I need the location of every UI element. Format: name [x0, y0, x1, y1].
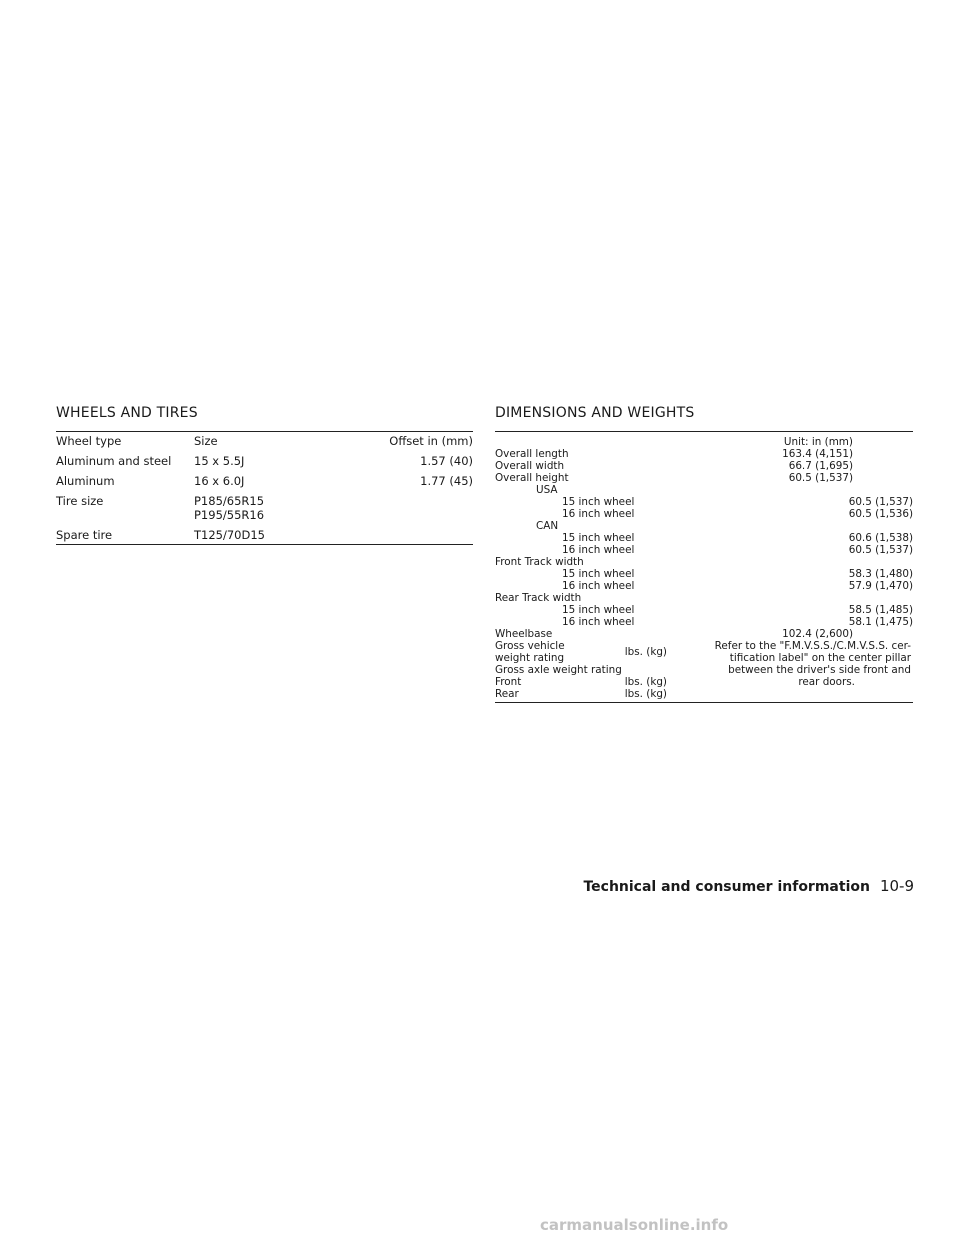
header-wheel-type: Wheel type	[56, 434, 122, 448]
dim-label: 15 inch wheel	[562, 496, 635, 508]
table-row	[56, 454, 473, 468]
watermark: carmanualsonline.info	[540, 1216, 729, 1234]
dim-value: 60.5 (1,537)	[848, 544, 913, 556]
table-row	[56, 474, 473, 488]
table-row	[495, 484, 913, 496]
dim-value	[667, 556, 853, 568]
dim-label: Wheelbase	[495, 628, 553, 640]
tire-size-1: P185/65R15	[194, 494, 265, 508]
dimensions-title: DIMENSIONS AND WEIGHTS	[495, 405, 695, 421]
dim-label: 15 inch wheel	[562, 604, 635, 616]
dim-value: 58.3 (1,480)	[848, 568, 913, 580]
offset-cell: 1.57 (40)	[420, 454, 473, 468]
table-row	[495, 460, 913, 472]
table-row	[56, 528, 473, 542]
dim-value: 60.5 (1,537)	[788, 472, 853, 484]
rear-unit: lbs. (kg)	[624, 688, 667, 700]
page-number: 10-9	[879, 877, 914, 895]
front-row	[495, 676, 667, 688]
dim-value: 102.4 (2,600)	[782, 628, 853, 640]
weight-ratings-labels	[495, 640, 667, 700]
dim-value: 58.5 (1,485)	[848, 604, 913, 616]
dim-label: Rear Track width	[495, 592, 582, 604]
unit-header: Unit: in (mm)	[783, 436, 853, 448]
wheels-table	[56, 431, 473, 545]
table-row	[56, 494, 473, 522]
wheel-type-cell: Spare tire	[56, 528, 113, 542]
dimensions-table	[495, 431, 913, 703]
dim-label: 15 inch wheel	[562, 532, 635, 544]
tire-size-2: P195/55R16	[194, 508, 265, 522]
size-cell: 15 x 5.5J	[194, 454, 245, 468]
wheel-type-cell: Aluminum	[56, 474, 115, 488]
dim-label: 16 inch wheel	[562, 508, 635, 520]
weight-rating-note	[667, 640, 913, 700]
offset-cell	[382, 494, 473, 522]
table-row	[495, 448, 913, 460]
front-unit: lbs. (kg)	[624, 676, 667, 688]
wheels-title: WHEELS AND TIRES	[56, 405, 198, 421]
dim-value: 66.7 (1,695)	[788, 460, 853, 472]
table-row	[495, 628, 913, 640]
dimensions-and-weights-section	[495, 405, 913, 703]
table-header-row	[56, 434, 473, 448]
dim-group-label: USA	[536, 484, 558, 496]
gaw-label: Gross axle weight rating	[495, 664, 622, 676]
chapter-title: Technical and consumer information	[583, 879, 870, 895]
dim-label: Overall width	[495, 460, 565, 472]
table-row	[495, 592, 913, 604]
header-size: Size	[194, 434, 218, 448]
weight-ratings-block	[495, 640, 913, 700]
gvw-label-line1: Gross vehicle	[495, 640, 565, 652]
dim-value: 57.9 (1,470)	[848, 580, 913, 592]
size-cell: T125/70D15	[194, 528, 265, 542]
dim-label: Overall height	[495, 472, 569, 484]
table-row	[495, 508, 913, 520]
offset-cell	[382, 528, 473, 542]
wheel-type-cell: Tire size	[56, 494, 104, 508]
page-footer	[0, 876, 914, 895]
dim-value: 60.5 (1,536)	[848, 508, 913, 520]
table-row	[495, 472, 913, 484]
wheels-and-tires-section	[56, 405, 473, 545]
table-row	[495, 544, 913, 556]
gvw-unit: lbs. (kg)	[624, 646, 667, 658]
dim-label: Overall length	[495, 448, 569, 460]
dim-value: 60.6 (1,538)	[848, 532, 913, 544]
dim-label: Front Track width	[495, 556, 584, 568]
dim-value: 58.1 (1,475)	[848, 616, 913, 628]
dim-label: 16 inch wheel	[562, 616, 635, 628]
gvw-row	[495, 640, 667, 664]
table-row	[495, 580, 913, 592]
note-line: Refer to the "F.M.V.S.S./C.M.V.S.S. cer-	[714, 640, 911, 652]
size-cell	[194, 494, 382, 522]
dim-group-label: CAN	[536, 520, 559, 532]
gvw-label	[495, 640, 615, 664]
dim-label: 15 inch wheel	[562, 568, 635, 580]
dim-value	[708, 520, 894, 532]
note-line: tification label" on the center pillar	[729, 652, 911, 664]
dim-label: 16 inch wheel	[562, 544, 635, 556]
rear-row	[495, 688, 667, 700]
note-line: between the driver's side front and	[728, 664, 911, 676]
dim-value: 60.5 (1,537)	[848, 496, 913, 508]
dim-label: 16 inch wheel	[562, 580, 635, 592]
size-cell: 16 x 6.0J	[194, 474, 245, 488]
table-row	[495, 604, 913, 616]
front-label: Front	[495, 676, 522, 688]
table-row	[495, 532, 913, 544]
dim-value	[708, 484, 894, 496]
rear-label: Rear	[495, 688, 519, 700]
note-line: rear doors.	[798, 676, 855, 688]
dim-value	[667, 592, 853, 604]
table-row	[495, 556, 913, 568]
wheel-type-cell: Aluminum and steel	[56, 454, 172, 468]
dim-value: 163.4 (4,151)	[782, 448, 853, 460]
table-row	[495, 616, 913, 628]
header-offset: Offset in (mm)	[389, 434, 473, 448]
table-row	[495, 496, 913, 508]
offset-cell: 1.77 (45)	[420, 474, 473, 488]
table-row	[495, 568, 913, 580]
gvw-label-line2: weight rating	[495, 652, 565, 664]
table-row	[495, 520, 913, 532]
